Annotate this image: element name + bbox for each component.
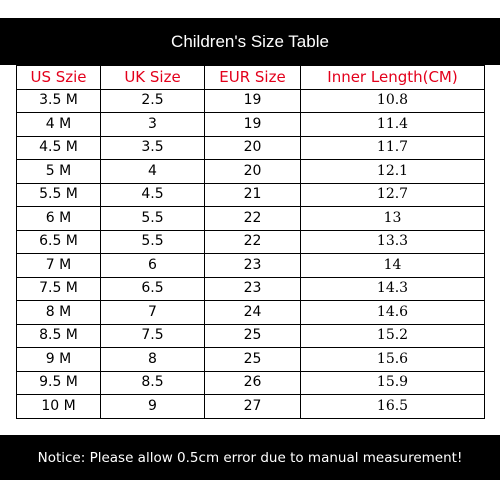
table-row <box>17 371 485 395</box>
column-header-uk-size: UK Size <box>101 66 205 90</box>
eur-size-cell: 21 <box>205 183 301 207</box>
table-title: Children's Size Table <box>171 31 329 51</box>
inner-length-cell: 12.1 <box>301 160 485 184</box>
table-row <box>17 136 485 160</box>
us-size-cell: 4 M <box>17 113 101 137</box>
uk-size-cell: 7 <box>101 301 205 325</box>
eur-size-cell: 24 <box>205 301 301 325</box>
inner-length-cell: 11.4 <box>301 113 485 137</box>
us-size-cell: 9.5 M <box>17 371 101 395</box>
uk-size-cell: 4.5 <box>101 183 205 207</box>
us-size-cell: 5.5 M <box>17 183 101 207</box>
uk-size-cell: 3.5 <box>101 136 205 160</box>
uk-size-cell: 5.5 <box>101 230 205 254</box>
us-size-cell: 5 M <box>17 160 101 184</box>
uk-size-cell: 9 <box>101 395 205 419</box>
inner-length-cell: 15.9 <box>301 371 485 395</box>
us-size-cell: 8 M <box>17 301 101 325</box>
table-title-bar <box>0 18 500 65</box>
inner-length-cell: 10.8 <box>301 89 485 113</box>
table-row <box>17 301 485 325</box>
eur-size-cell: 23 <box>205 277 301 301</box>
table-row <box>17 207 485 231</box>
inner-length-cell: 16.5 <box>301 395 485 419</box>
us-size-cell: 6 M <box>17 207 101 231</box>
eur-size-cell: 25 <box>205 324 301 348</box>
table-row <box>17 160 485 184</box>
column-header-row <box>17 66 485 90</box>
inner-length-cell: 14 <box>301 254 485 278</box>
uk-size-cell: 6 <box>101 254 205 278</box>
inner-length-cell: 15.6 <box>301 348 485 372</box>
us-size-cell: 7 M <box>17 254 101 278</box>
eur-size-cell: 22 <box>205 207 301 231</box>
us-size-cell: 9 M <box>17 348 101 372</box>
us-size-cell: 3.5 M <box>17 89 101 113</box>
table-row <box>17 230 485 254</box>
us-size-cell: 8.5 M <box>17 324 101 348</box>
us-size-cell: 6.5 M <box>17 230 101 254</box>
eur-size-cell: 23 <box>205 254 301 278</box>
uk-size-cell: 5.5 <box>101 207 205 231</box>
inner-length-cell: 11.7 <box>301 136 485 160</box>
inner-length-cell: 13.3 <box>301 230 485 254</box>
table-row <box>17 183 485 207</box>
eur-size-cell: 27 <box>205 395 301 419</box>
eur-size-cell: 20 <box>205 136 301 160</box>
table-row <box>17 89 485 113</box>
column-header-inner-length: Inner Length(CM) <box>301 66 485 90</box>
uk-size-cell: 8.5 <box>101 371 205 395</box>
uk-size-cell: 3 <box>101 113 205 137</box>
uk-size-cell: 2.5 <box>101 89 205 113</box>
eur-size-cell: 19 <box>205 113 301 137</box>
uk-size-cell: 8 <box>101 348 205 372</box>
uk-size-cell: 4 <box>101 160 205 184</box>
table-row <box>17 395 485 419</box>
table-row <box>17 113 485 137</box>
notice-bar <box>0 435 500 480</box>
table-row <box>17 324 485 348</box>
size-table <box>16 65 485 419</box>
eur-size-cell: 22 <box>205 230 301 254</box>
notice-text: Notice: Please allow 0.5cm error due to manual measurement! <box>37 449 463 466</box>
eur-size-cell: 25 <box>205 348 301 372</box>
table-row <box>17 277 485 301</box>
inner-length-cell: 14.3 <box>301 277 485 301</box>
table-row <box>17 348 485 372</box>
uk-size-cell: 6.5 <box>101 277 205 301</box>
us-size-cell: 4.5 M <box>17 136 101 160</box>
us-size-cell: 10 M <box>17 395 101 419</box>
column-header-us-size: US Szie <box>17 66 101 90</box>
column-header-eur-size: EUR Size <box>205 66 301 90</box>
us-size-cell: 7.5 M <box>17 277 101 301</box>
inner-length-cell: 15.2 <box>301 324 485 348</box>
eur-size-cell: 20 <box>205 160 301 184</box>
inner-length-cell: 12.7 <box>301 183 485 207</box>
eur-size-cell: 26 <box>205 371 301 395</box>
uk-size-cell: 7.5 <box>101 324 205 348</box>
table-row <box>17 254 485 278</box>
inner-length-cell: 14.6 <box>301 301 485 325</box>
eur-size-cell: 19 <box>205 89 301 113</box>
inner-length-cell: 13 <box>301 207 485 231</box>
